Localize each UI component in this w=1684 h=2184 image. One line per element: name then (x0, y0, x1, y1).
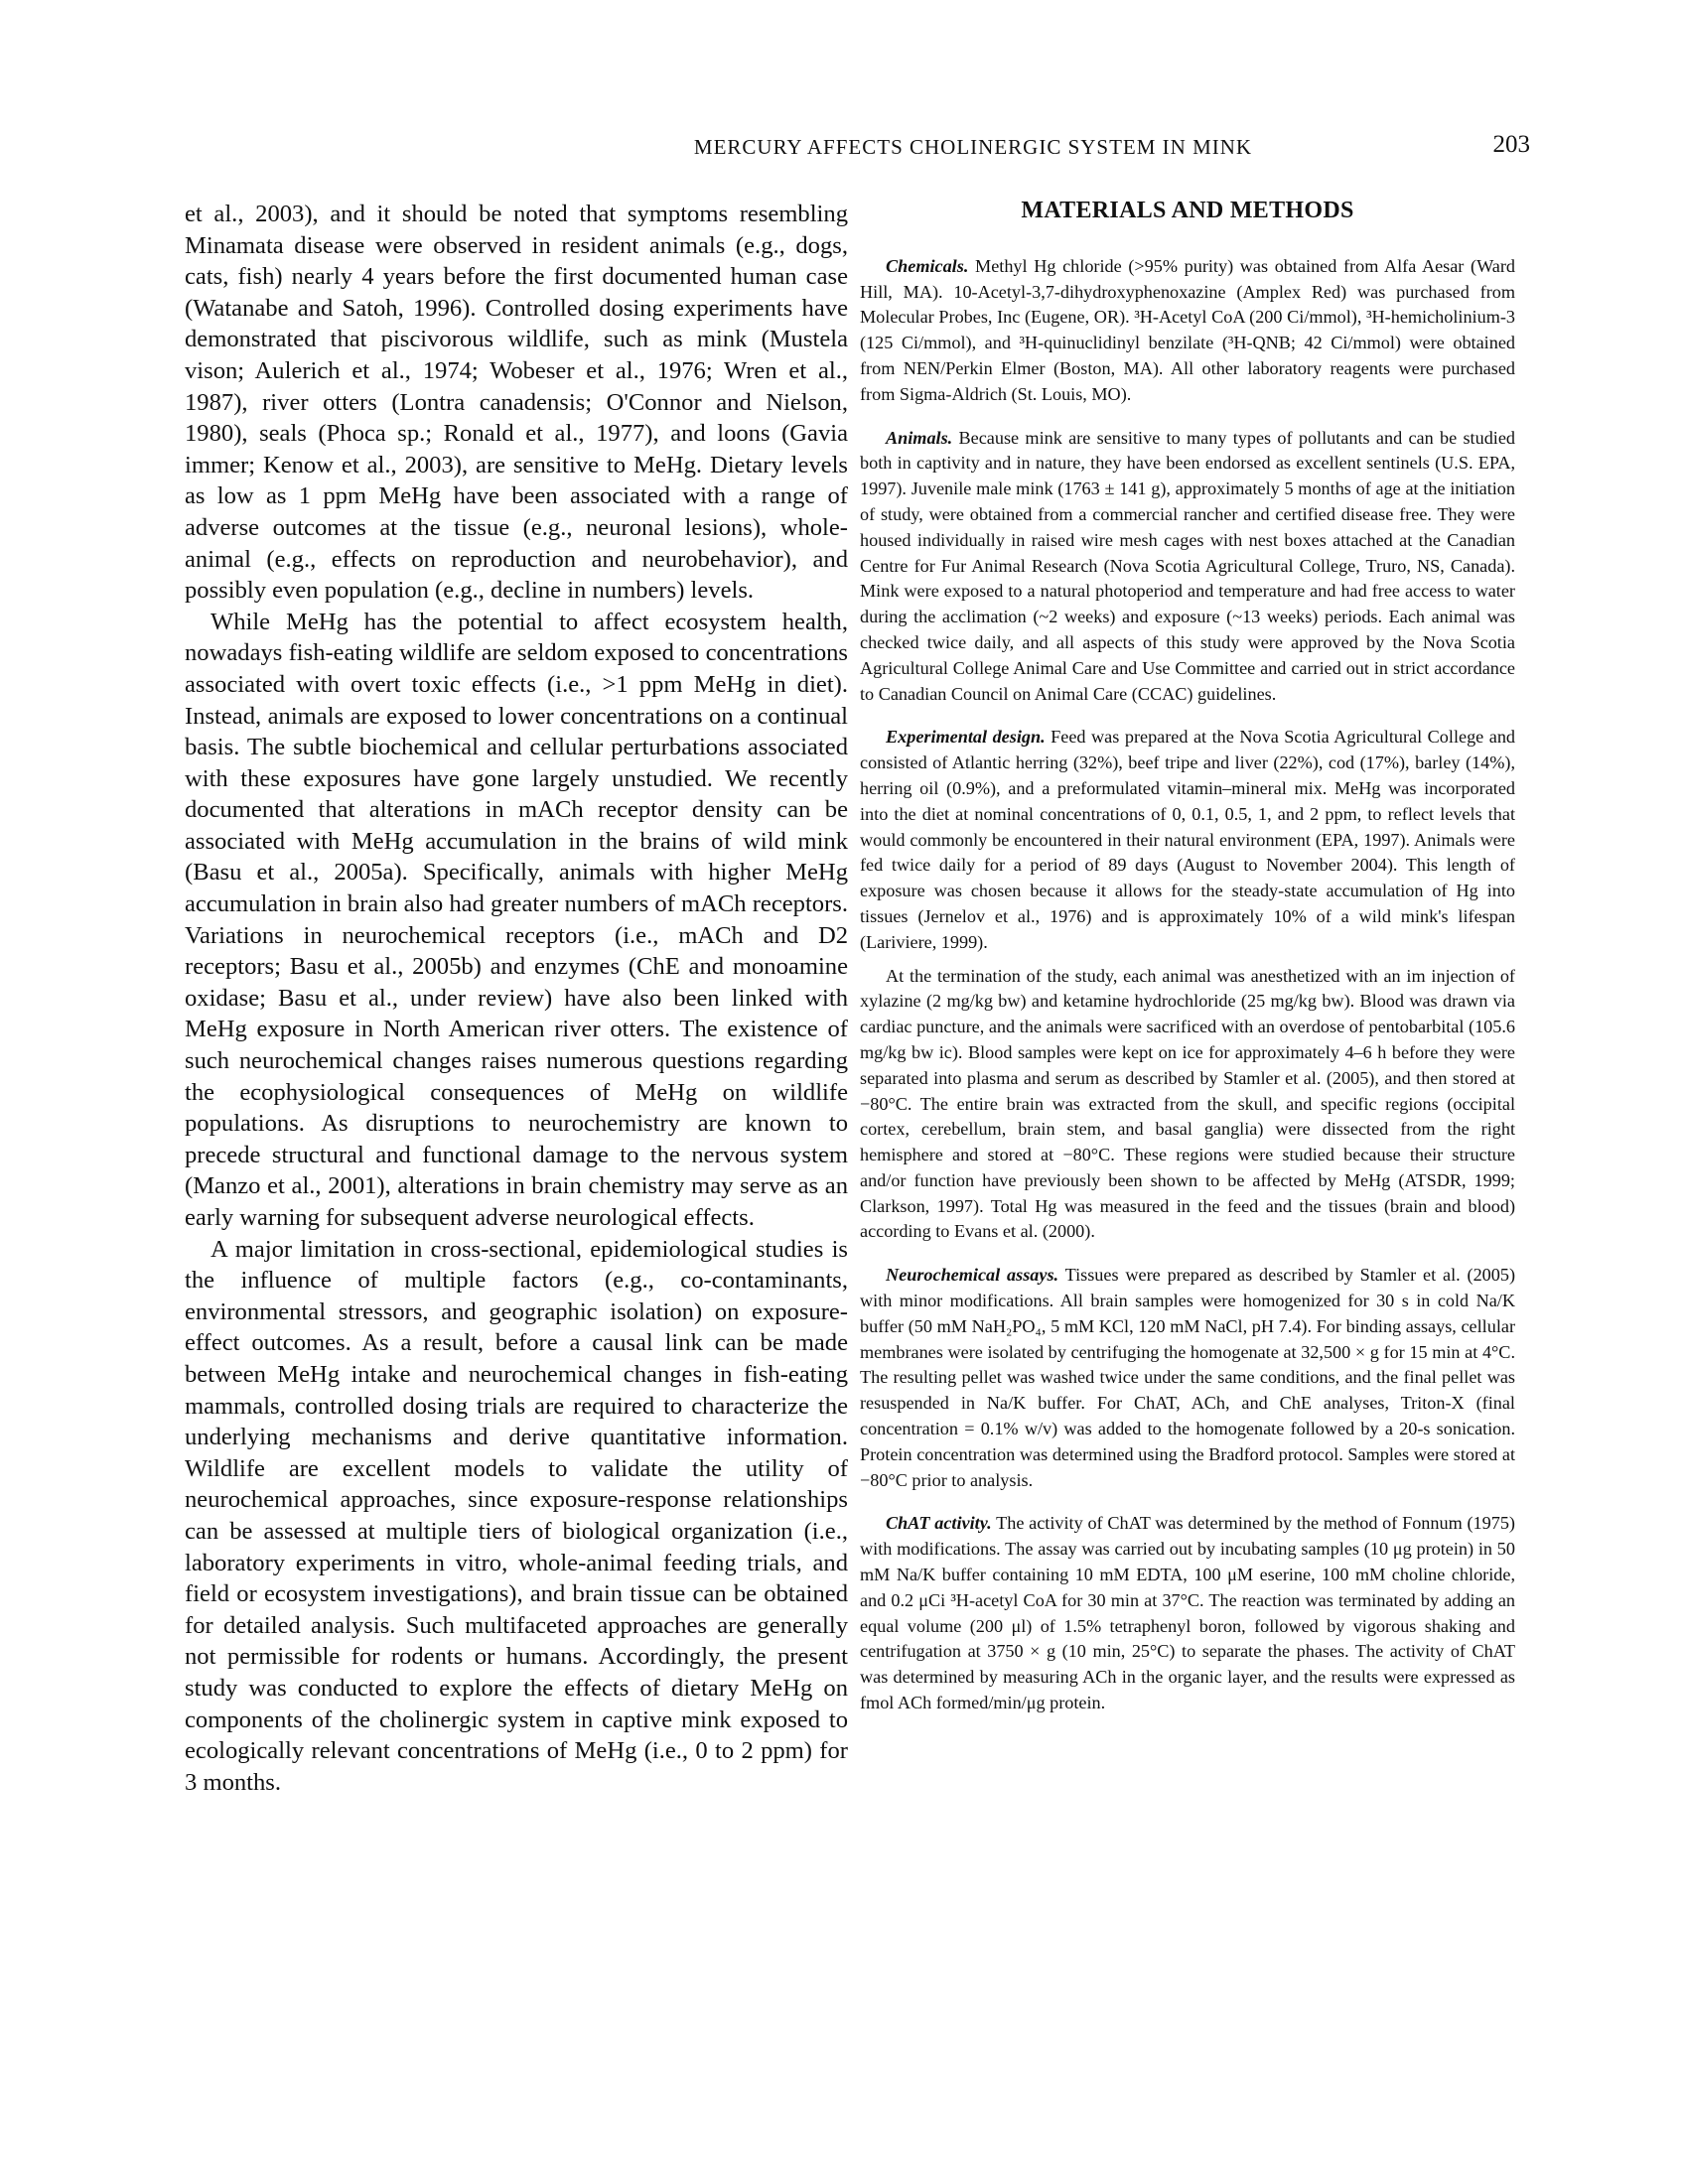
paragraph-study-rationale: A major limitation in cross-sectional, epidemiological studies is the influence of multiple factors (e.g., co-contaminants, environmental stressors, and geographic isolation) on exposure-effect outcomes. As a result, before a causal link can be made between MeHg intake and neurochemical changes in fish-eating mammals, controlled dosing trials are required to characterize the underlying mechanisms and derive quantitative information. Wildlife are excellent models to validate the utility of neurochemical approaches, since exposure-response relationships can be assessed at multiple tiers of biological organization (i.e., laboratory experiments in vitro, whole-animal feeding trials, and field or ecosystem investigations), and brain tissue can be obtained for detailed analysis. Such multifaceted approaches are generally not permissible for rodents or humans. Accordingly, the present study was conducted to explore the effects of dietary MeHg on components of the cholinergic system in captive mink exposed to ecologically relevant concentrations of MeHg (i.e., 0 to 2 ppm) for 3 months. (185, 1235, 848, 1796)
design-text: Feed was prepared at the Nova Scotia Agricultural College and consisted of Atlantic herring (32%), beef tripe and liver (22%), cod (17%), barley (14%), herring oil (0.9%), and a preformulated vitamin–mineral mix. MeHg was incorporated into the diet at nominal concentrations of 0, 0.1, 0.5, 1, and 2 ppm, to reflect levels that would commonly be encountered in their natural environment (EPA, 1997). Animals were fed twice daily for a period of 89 days (August to November 2004). This length of exposure was chosen because it allows for the steady-state accumulation of Hg into tissues (Jernelov et al., 1976) and is approximately 10% of a wild mink's lifespan (Lariviere, 1999). (860, 727, 1516, 952)
paragraph-chat-activity (860, 1511, 1515, 1715)
run-in-heading-chemicals: Chemicals. (886, 255, 969, 276)
paragraph-termination: At the termination of the study, each animal was anesthetized with an im injection of xylazine (2 mg/kg bw) and ketamine hydrochloride (25 mg/kg bw). Blood was drawn via cardiac puncture, and the animals were sacrificed with an overdose of pentobarbital (105.6 mg/kg bw ic). Blood samples were kept on ice for approximately 4–6 h before they were separated into plasma and serum as described by Stamler et al. (2005), and then stored at −80°C. The entire brain was extracted from the skull, and specific regions (occipital cortex, cerebellum, brain stem, and basal ganglia) were dissected from the right hemisphere and stored at −80°C. These regions were studied because their structure and/or function have previously been shown to be affected by MeHg (ATSDR, 1999; Clarkson, 1997). Total Hg was measured in the feed and the tissues (brain and blood) according to Evans et al. (2000). (860, 965, 1515, 1242)
run-in-heading-chat: ChAT activity. (886, 1513, 992, 1534)
paragraph-neurochemical-assays (860, 1263, 1515, 1493)
paragraph-intro-continued: et al., 2003), and it should be noted that symptoms resembling Minamata disease were observed in resident animals (e.g., dogs, cats, fish) nearly 4 years before the first documented human case (Watanabe and Satoh, 1996). Controlled dosing experiments have demonstrated that piscivorous wildlife, such as mink (Mustela vison; Aulerich et al., 1974; Wobeser et al., 1976; Wren et al., 1987), river otters (Lontra canadensis; O'Connor and Nielson, 1980), seals (Phoca sp.; Ronald et al., 1977), and loons (Gavia immer; Kenow et al., 2003), are sensitive to MeHg. Dietary levels as low as 1 ppm MeHg have been associated with a range of adverse outcomes at the tissue (e.g., neuronal lesions), whole-animal (e.g., effects on reproduction and neurobehavior), and possibly even population (e.g., decline in numbers) levels. (185, 201, 848, 605)
section-heading-methods: MATERIALS AND METHODS (1021, 198, 1354, 223)
paragraph-mehg-ecosystem: While MeHg has the potential to affect ecosystem health, nowadays fish-eating wildlife are seldom exposed to concentrations associated with overt toxic effects (i.e., >1 ppm MeHg in diet). Instead, animals are exposed to lower concentrations on a continual basis. The subtle biochemical and cellular perturbations associated with these exposures have gone largely unstudied. We recently documented that alterations in mACh receptor density can be associated with MeHg accumulation in the brains of wild mink (Basu et al., 2005a). Specifically, animals with higher MeHg accumulation in brain also had greater numbers of mACh receptors. Variations in neurochemical receptors (i.e., mACh and D2 receptors; Basu et al., 2005b) and enzymes (ChE and monoamine oxidase; Basu et al., under review) have also been linked with MeHg exposure in North American river otters. The existence of such neurochemical changes raises numerous questions regarding the ecophysiological consequences of MeHg on wildlife populations. As disruptions to neurochemistry are known to precede structural and functional damage to the nervous system (Manzo et al., 2001), alterations in brain chemistry may serve as an early warning for subsequent adverse neurological effects. (185, 608, 848, 1231)
paragraph-experimental-design (860, 725, 1515, 955)
neuro-text: Tissues were prepared as described by Stamler et al. (2005) with minor modifications. All brain samples were homogenized for 30 s in cold Na/K buffer (50 mM NaH₂PO₄, 5 mM KCl, 120 mM NaCl, pH 7.4). For binding assays, cellular membranes were isolated by centrifuging the homogenate at 32,500 × g for 15 min at 4°C. The resulting pellet was washed twice under the same conditions, and the final pellet was resuspended in Na/K buffer. For ChAT, ACh, and ChE analyses, Triton-X (final concentration = 0.1% w/v) was added to the homogenate followed by a 20-s sonication. Protein concentration was determined using the Bradford protocol. Samples were stored at −80°C prior to analysis. (860, 1265, 1516, 1490)
left-column (185, 199, 848, 1798)
paragraph-chemicals (860, 254, 1515, 408)
run-in-heading-neuro: Neurochemical assays. (886, 1265, 1059, 1286)
animals-text: Because mink are sensitive to many types of pollutants and can be studied both in captivity and in nature, they have been endorsed as excellent sentinels (U.S. EPA, 1997). Juvenile male mink (1763 ± 141 g), approximately 5 months of age at the initiation of study, were obtained from a commercial rancher and certified disease free. They were housed individually in raised wire mesh cages with nest boxes attached at the Canadian Centre for Fur Animal Research (Nova Scotia Agricultural College, Truro, NS, Canada). Mink were exposed to a natural photoperiod and temperature and had free access to water during the acclimation (~2 weeks) and exposure (~13 weeks) periods. Each animal was checked twice daily, and all aspects of this study were approved by the Nova Scotia Agricultural College Animal Care and Use Committee and carried out in strict accordance to Canadian Council on Animal Care (CCAC) guidelines. (860, 427, 1516, 704)
running-header: MERCURY AFFECTS CHOLINERGIC SYSTEM IN MINK (693, 135, 1253, 159)
paragraph-animals (860, 426, 1515, 708)
chat-text: The activity of ChAT was determined by the method of Fonnum (1975) with modifications. The assay was carried out by incubating samples (10 μg protein) in 50 mM Na/K buffer containing 10 mM EDTA, 100 μM eserine, 100 mM choline chloride, and 0.2 μCi ³H-acetyl CoA for 30 min at 37°C. The reaction was terminated by adding an equal volume (200 μl) of 1.5% tetraphenyl boron, followed by vigorous shaking and centrifugation at 3750 × g (10 min, 25°C) to separate the phases. The activity of ChAT was determined by measuring ACh in the organic layer, and the results were expressed as fmol ACh formed/min/μg protein. (860, 1513, 1515, 1713)
page-number: 203 (1492, 131, 1530, 158)
run-in-heading-design: Experimental design. (886, 727, 1046, 748)
chemicals-text: Methyl Hg chloride (>95% purity) was obtained from Alfa Aesar (Ward Hill, MA). 10-Acetyl-3,7-dihydroxyphenoxazine (Amplex Red) was purchased from Molecular Probes, Inc (Eugene, OR). ³H-Acetyl CoA (200 Ci/mmol), ³H-hemicholinium-3 (125 Ci/mmol), and ³H-quinuclidinyl benzilate (³H-QNB; 42 Ci/mmol) were obtained from NEN/Perkin Elmer (Boston, MA). All other laboratory reagents were purchased from Sigma-Aldrich (St. Louis, MO). (860, 255, 1516, 404)
run-in-heading-animals: Animals. (886, 427, 953, 448)
right-column (860, 199, 1515, 1734)
